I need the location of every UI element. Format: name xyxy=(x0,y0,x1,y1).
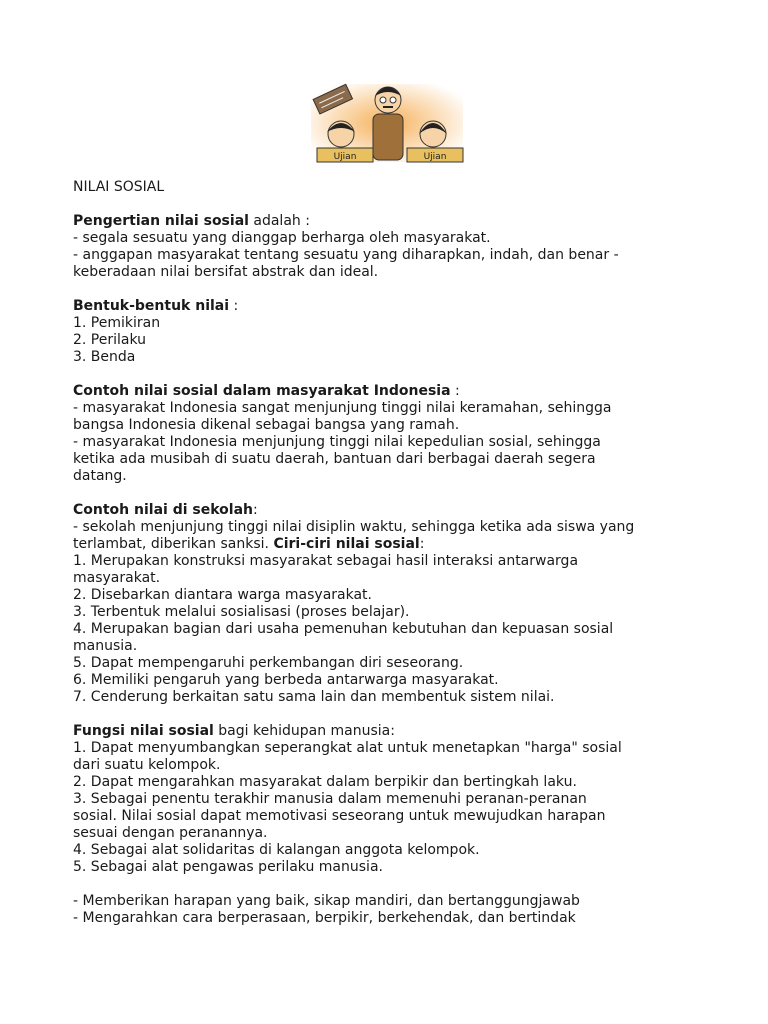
blank-line xyxy=(73,366,634,383)
body-text: sesuai dengan peranannya. xyxy=(73,825,268,841)
body-text: masyarakat. xyxy=(73,570,161,586)
body-text: 5. Dapat mempengaruhi perkembangan diri seseorang. xyxy=(73,655,464,671)
text-line xyxy=(73,672,634,689)
body-text: 2. Disebarkan diantara warga masyarakat. xyxy=(73,587,372,603)
section-heading: Ciri-ciri nilai sosial xyxy=(273,536,420,552)
section-heading: Contoh nilai di sekolah xyxy=(73,502,253,518)
desk-label-left: Ujian xyxy=(333,152,357,162)
body-text: 1. Merupakan konstruksi masyarakat sebagai hasil interaksi antarwarga xyxy=(73,553,579,569)
teacher-students-exam-illustration xyxy=(303,76,471,166)
section-heading: Fungsi nilai sosial xyxy=(73,723,214,739)
text-line xyxy=(73,349,634,366)
text-line xyxy=(73,689,634,706)
text-line xyxy=(73,417,634,434)
body-text: bangsa Indonesia dikenal sebagai bangsa yang ramah. xyxy=(73,417,460,433)
text-line xyxy=(73,264,634,281)
text-line xyxy=(73,842,634,859)
text-line xyxy=(73,536,634,553)
text-line xyxy=(73,451,634,468)
text-line xyxy=(73,604,634,621)
body-text: 6. Memiliki pengaruh yang berbeda antarwarga masyarakat. xyxy=(73,672,499,688)
body-text: NILAI SOSIAL xyxy=(73,179,165,195)
section-heading: Bentuk-bentuk nilai xyxy=(73,298,230,314)
blank-line xyxy=(73,876,634,893)
document-body xyxy=(73,179,634,927)
body-text: 1. Pemikiran xyxy=(73,315,161,331)
text-line xyxy=(73,638,634,655)
text-line xyxy=(73,230,634,247)
text-line xyxy=(73,757,634,774)
body-text: 3. Terbentuk melalui sosialisasi (proses belajar). xyxy=(73,604,410,620)
blank-line xyxy=(73,485,634,502)
body-text: - segala sesuatu yang dianggap berharga oleh masyarakat. xyxy=(73,230,491,246)
body-text: dari suatu kelompok. xyxy=(73,757,221,773)
blank-line xyxy=(73,706,634,723)
blank-line xyxy=(73,196,634,213)
blank-line xyxy=(73,281,634,298)
body-text: 1. Dapat menyumbangkan seperangkat alat untuk menetapkan "harga" sosial xyxy=(73,740,622,756)
body-text: terlambat, diberikan sanksi. xyxy=(73,536,274,552)
body-text: - masyarakat Indonesia menjunjung tinggi nilai kepedulian sosial, sehingga xyxy=(73,434,601,450)
body-text: 3. Benda xyxy=(73,349,136,365)
text-line xyxy=(73,332,634,349)
text-line xyxy=(73,247,634,264)
text-line xyxy=(73,655,634,672)
body-text: bagi kehidupan manusia: xyxy=(213,723,395,739)
text-line xyxy=(73,825,634,842)
text-line xyxy=(73,502,634,519)
text-line xyxy=(73,621,634,638)
text-line xyxy=(73,910,634,927)
body-text: 2. Perilaku xyxy=(73,332,147,348)
text-line xyxy=(73,519,634,536)
text-line xyxy=(73,859,634,876)
body-text: 4. Merupakan bagian dari usaha pemenuhan kebutuhan dan kepuasan sosial xyxy=(73,621,614,637)
body-text: : xyxy=(450,383,460,399)
body-text: 5. Sebagai alat pengawas perilaku manusia. xyxy=(73,859,383,875)
body-text: : xyxy=(419,536,425,552)
body-text: - sekolah menjunjung tinggi nilai disiplin waktu, sehingga ketika ada siswa yang xyxy=(73,519,635,535)
body-text: - Memberikan harapan yang baik, sikap mandiri, dan bertanggungjawab xyxy=(73,893,580,909)
text-line xyxy=(73,723,634,740)
text-line xyxy=(73,740,634,757)
body-text: ketika ada musibah di suatu daerah, bantuan dari berbagai daerah segera xyxy=(73,451,596,467)
text-line xyxy=(73,808,634,825)
body-text: - masyarakat Indonesia sangat menjunjung tinggi nilai keramahan, sehingga xyxy=(73,400,612,416)
body-text: manusia. xyxy=(73,638,138,654)
text-line xyxy=(73,791,634,808)
text-line xyxy=(73,383,634,400)
body-text: 4. Sebagai alat solidaritas di kalangan anggota kelompok. xyxy=(73,842,480,858)
body-text: : xyxy=(252,502,258,518)
text-line xyxy=(73,553,634,570)
section-heading: Pengertian nilai sosial xyxy=(73,213,249,229)
text-line xyxy=(73,400,634,417)
text-line xyxy=(73,468,634,485)
desk-label-right: Ujian xyxy=(423,152,447,162)
text-line xyxy=(73,179,634,196)
body-text: datang. xyxy=(73,468,127,484)
text-line xyxy=(73,774,634,791)
body-text: 7. Cenderung berkaitan satu sama lain dan membentuk sistem nilai. xyxy=(73,689,555,705)
text-line xyxy=(73,213,634,230)
body-text: - Mengarahkan cara berperasaan, berpikir, berkehendak, dan bertindak xyxy=(73,910,576,926)
body-text: 2. Dapat mengarahkan masyarakat dalam berpikir dan bertingkah laku. xyxy=(73,774,577,790)
text-line xyxy=(73,298,634,315)
text-line xyxy=(73,587,634,604)
body-text: adalah : xyxy=(248,213,310,229)
body-text: sosial. Nilai sosial dapat memotivasi seseorang untuk mewujudkan harapan xyxy=(73,808,606,824)
text-line xyxy=(73,570,634,587)
text-line xyxy=(73,893,634,910)
body-text: keberadaan nilai bersifat abstrak dan ideal. xyxy=(73,264,379,280)
section-heading: Contoh nilai sosial dalam masyarakat Indonesia xyxy=(73,383,451,399)
text-line xyxy=(73,315,634,332)
body-text: - anggapan masyarakat tentang sesuatu yang diharapkan, indah, dan benar - xyxy=(73,247,619,263)
text-line xyxy=(73,434,634,451)
body-text: 3. Sebagai penentu terakhir manusia dalam memenuhi peranan-peranan xyxy=(73,791,587,807)
body-text: : xyxy=(229,298,239,314)
